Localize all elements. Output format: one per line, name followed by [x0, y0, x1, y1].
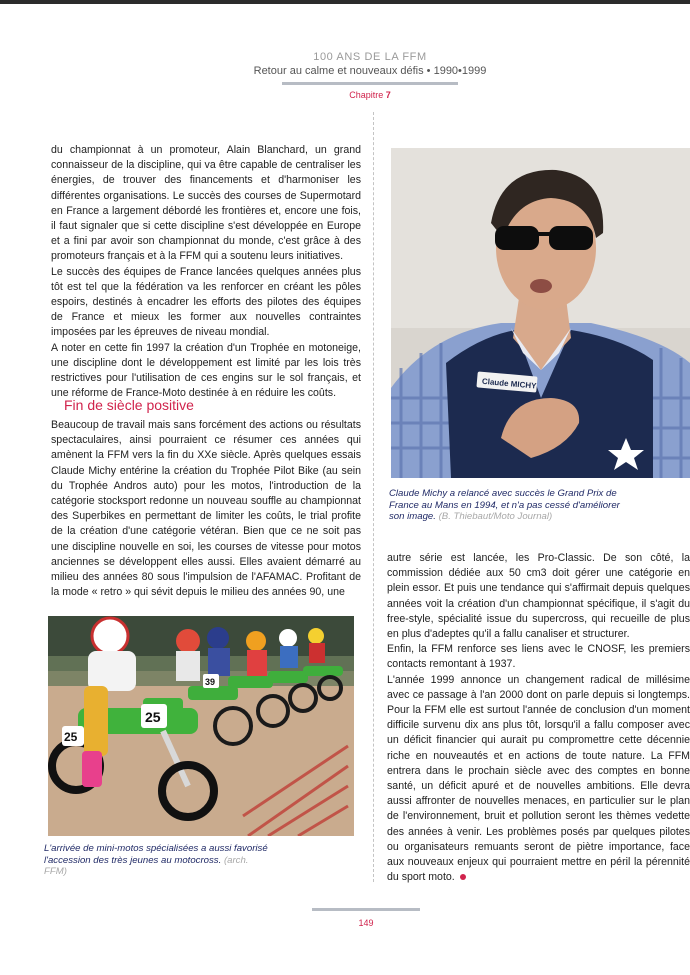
- portrait-illustration: [391, 148, 690, 478]
- portrait-caption: [389, 488, 629, 523]
- photo-credit: (B. Thiebaut/Moto Journal): [438, 511, 553, 522]
- left-column-text: [51, 143, 361, 401]
- top-edge-rule: [0, 0, 690, 4]
- subheading: Fin de siècle positive: [64, 397, 194, 413]
- paragraph: Enfin, la FFM renforce ses liens avec le CNOSF, les premiers contacts remontant à 1937.: [387, 643, 690, 671]
- name-badge-text: Claude MICHY: [481, 376, 537, 391]
- caption-text: L'arrivée de mini-motos spécialisées a aussi favorisé l'accession des très jeunes au motocross.: [44, 843, 268, 866]
- portrait-photo: [391, 148, 690, 478]
- paragraph: Le succès des équipes de France lancées quelques années plus tôt est tel que la fédération va les renforcer en créant les pôles espoirs, destinés à encadrer les efforts des pilotes des équipes de France et mieux les former aux nouvelles contraintes imposées par les épreuves de niveau mondial.: [51, 265, 361, 339]
- running-header: [230, 50, 510, 101]
- photo-credit: (arch. FFM): [44, 854, 249, 877]
- paragraph: Beaucoup de travail mais sans forcément des actions ou résultats spectaculaires, ainsi pourraient ce résumer ces années qui amènent la FFM vers la fin du XXe siècle. Après quelques essais Claude Michy entérine la création du Trophée Pilot Bike (au sein du Trophée Andros auto) pour les motos, l'introduction de la catégorie stocksport redonne un nouveau souffle au championnat des Superbikes en permettant de limiter les coûts, le trial profite de la création d'une catégorie vétéran. Bien que ce ne soit pas une discipline nouvelle en soi, les courses de vitesse pour motos anciennes se développent elles aussi. Elles avaient démarré au milieu des années 80 sous l'impulsion de l'AFAMAC. Profitant de la mode « retro » qui sévit depuis le milieu des années 90, une: [51, 419, 361, 599]
- left-column-text-2: [51, 418, 361, 600]
- section-title: Retour au calme et nouveaux défis • 1990•1999: [253, 65, 487, 77]
- right-column-text: [387, 551, 690, 885]
- column-divider: [373, 112, 374, 882]
- caption-text: Claude Michy a relancé avec succès le Grand Prix de France au Mans en 1994, et n'a pas cessé d'améliorer son image.: [389, 488, 620, 522]
- paragraph: [387, 673, 690, 886]
- chapter-number: 7: [385, 90, 391, 100]
- footer-rule: [312, 908, 420, 911]
- paragraph-text: L'année 1999 annonce un changement radical de millésime avec ce passage à l'an 2000 dont on parle depuis si longtemps. Pour la FFM elle est surtout l'année de conclusion d'un moment difficile survenu dix ans plus tôt, lorsqu'il a fallu composer avec un déficit financier qui aurait pu compromettre cette décennie riche en nouveautés et en actions de toute nature. La FFM entrera dans le prochain siècle avec des comptes en bonne santé, un déficit apuré et de nouvelles ambitions. Elle devra aussi affronter de nouvelles menaces, en particulier sur le plan de l'environnement, bruit et pollution seront les thèmes vedette des années à venir. Les problèmes posés par quelques pilotes ou organisateurs remuants seront de piètre importance, face aux nouveaux enjeux qui pourraient mettre en péril la pérennité du sport moto.: [387, 673, 690, 884]
- header-rule: [282, 82, 458, 85]
- paragraph: du championnat à un promoteur, Alain Blanchard, un grand connaisseur de la discipline, qui va être capable de centraliser les énergies, de trouver des financements et d'harmoniser les différentes organisations. Le succès des courses de Supermotard en France a largement débordé les frontières et, encore une fois, il faut signaler que si cette discipline s'est développée en Europe et a fini par avoir son championnat du monde, c'est grâce à des promoteurs français et à la FFM qui a soutenu leurs initiatives.: [51, 144, 361, 263]
- number-plate: 25: [145, 709, 161, 725]
- motocross-illustration: [48, 616, 354, 836]
- chapter-label: [230, 89, 510, 101]
- motocross-photo: [48, 616, 354, 836]
- motocross-caption: [44, 843, 274, 878]
- number-plate: 39: [205, 677, 216, 687]
- paragraph: autre série est lancée, les Pro-Classic. De son côté, la commission dédiée aux 50 cm3 doit gérer une catégorie en plein essor. Et puis une tendance qui s'affirmait depuis quelques années voit la création d'un championnat spécifique, il s'agit du free-style, spécialité issue du supercross, qui recueille de plus en plus d'adeptes qu'il a fallu canaliser et structurer.: [387, 552, 690, 641]
- book-title: 100 ANS DE LA FFM: [313, 51, 427, 63]
- paragraph: A noter en cette fin 1997 la création d'un Trophée en motoneige, une discipline dont le développement est limité par les lois très restrictives pour l'utilisation de ces engins sur le sol français, et une réforme de France-Moto destinée à en réduire les coûts.: [51, 341, 361, 400]
- chapter-word: Chapitre: [349, 90, 384, 100]
- page-number: 149: [358, 918, 374, 928]
- number-plate: 25: [64, 730, 78, 744]
- end-of-article-dot: [460, 874, 466, 880]
